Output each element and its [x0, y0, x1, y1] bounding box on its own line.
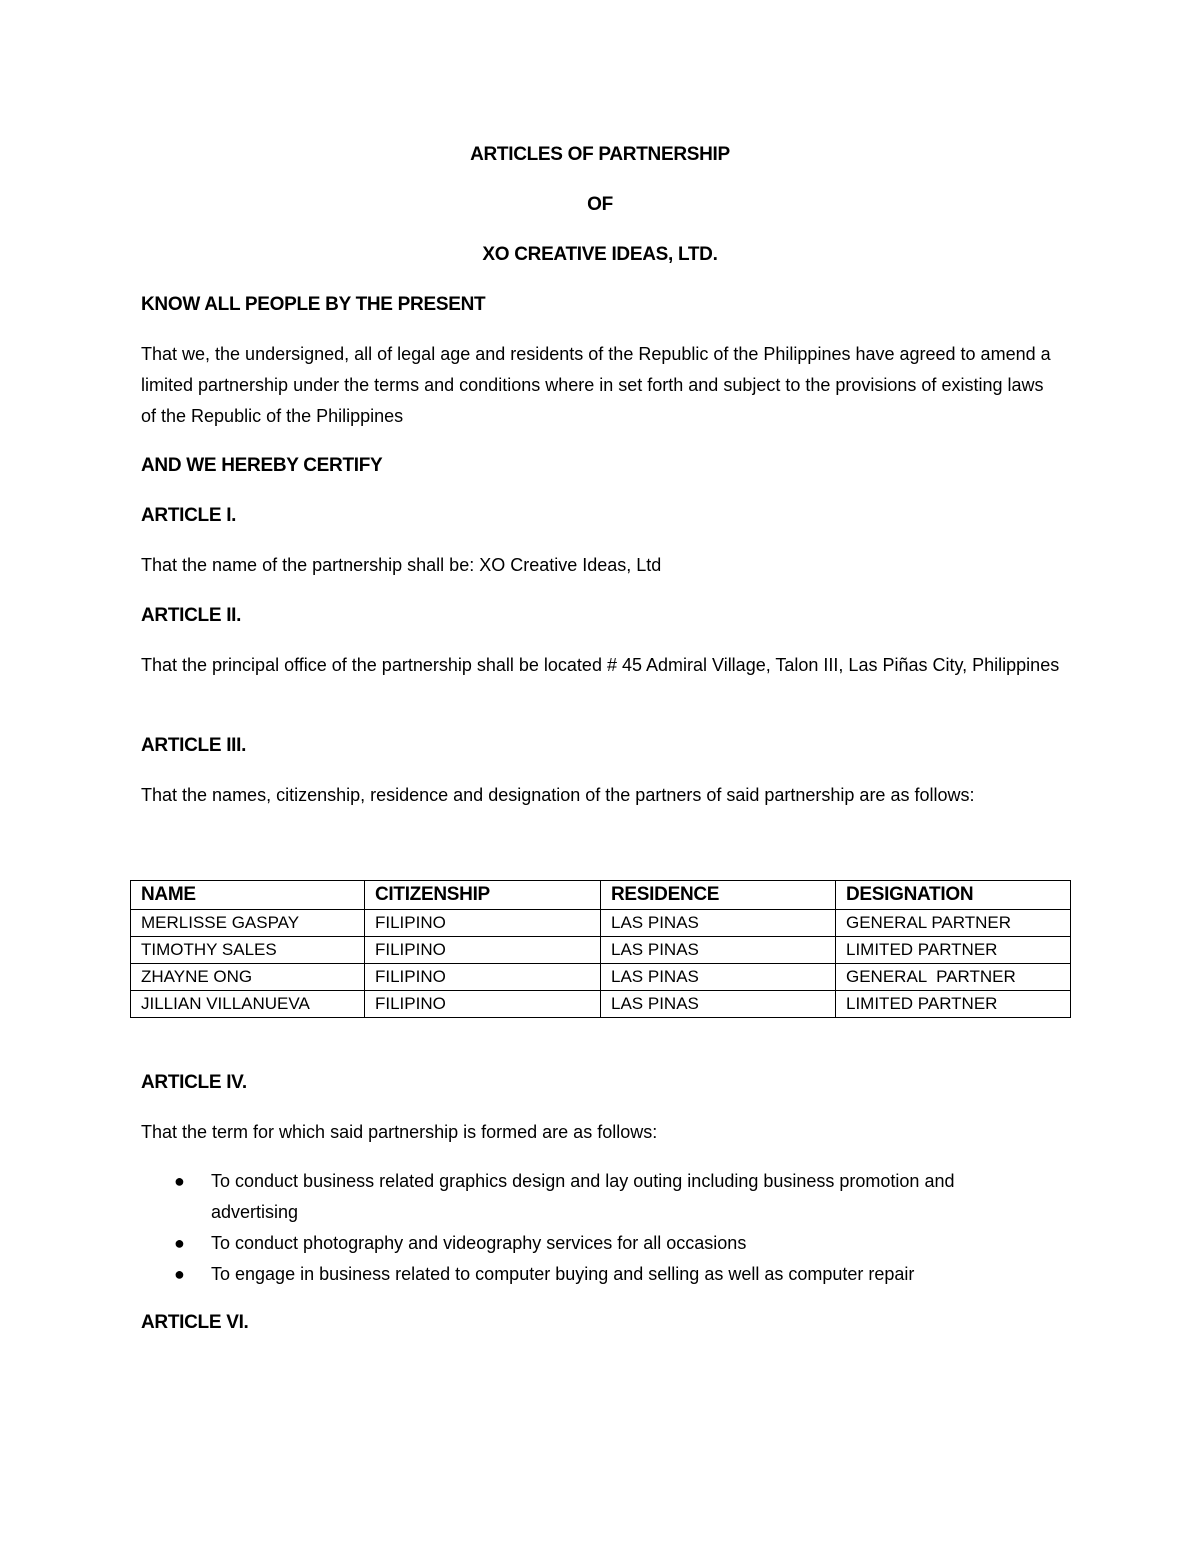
document-title-of: OF [587, 194, 613, 215]
list-item-text: To conduct business related graphics design and lay outing including business promotion and advertising [211, 1171, 955, 1222]
article-4-heading: ARTICLE IV. [141, 1072, 247, 1093]
column-header-designation: DESIGNATION [836, 881, 1071, 910]
partner-residence-cell: LAS PINAS [601, 937, 836, 964]
column-header-name: NAME [131, 881, 365, 910]
partner-designation-cell: GENERAL PARTNER [836, 910, 1071, 937]
bullet-icon: ● [174, 1171, 185, 1191]
partners-table [130, 880, 1071, 1018]
table-row [131, 910, 1071, 937]
certify-heading: AND WE HEREBY CERTIFY [141, 455, 383, 476]
intro-paragraph: That we, the undersigned, all of legal age and residents of the Republic of the Philippines have agreed to amend a limited partnership under the terms and conditions where in set forth and subject to the provisions of existing laws of the Republic of the Philippines [141, 344, 1051, 426]
list-item [141, 1259, 1041, 1290]
article-3-heading: ARTICLE III. [141, 735, 247, 756]
terms-list [141, 1166, 1041, 1290]
article-2-heading: ARTICLE II. [141, 605, 242, 626]
partner-residence-cell: LAS PINAS [601, 964, 836, 991]
column-header-residence: RESIDENCE [601, 881, 836, 910]
article-1-text: That the name of the partnership shall be: XO Creative Ideas, Ltd [141, 555, 662, 575]
table-row [131, 937, 1071, 964]
partner-designation-cell: GENERAL PARTNER [836, 964, 1071, 991]
table-header-row [131, 881, 1071, 910]
partner-designation-cell: LIMITED PARTNER [836, 937, 1071, 964]
partner-name-cell: TIMOTHY SALES [131, 937, 365, 964]
article-3-text: That the names, citizenship, residence and designation of the partners of said partnership are as follows: [141, 785, 975, 805]
partner-name-cell: JILLIAN VILLANUEVA [131, 991, 365, 1018]
partner-citizenship-cell: FILIPINO [365, 991, 601, 1018]
list-item [141, 1166, 1041, 1228]
article-6-heading: ARTICLE VI. [141, 1312, 249, 1333]
document-title: ARTICLES OF PARTNERSHIP [470, 144, 730, 165]
partner-residence-cell: LAS PINAS [601, 910, 836, 937]
partner-citizenship-cell: FILIPINO [365, 964, 601, 991]
partner-citizenship-cell: FILIPINO [365, 910, 601, 937]
list-item [141, 1228, 1041, 1259]
article-4-text: That the term for which said partnership is formed are as follows: [141, 1122, 658, 1142]
partner-name-cell: ZHAYNE ONG [131, 964, 365, 991]
list-item-text: To conduct photography and videography services for all occasions [211, 1233, 747, 1253]
article-1-heading: ARTICLE I. [141, 505, 237, 526]
partner-designation-cell: LIMITED PARTNER [836, 991, 1071, 1018]
column-header-citizenship: CITIZENSHIP [365, 881, 601, 910]
bullet-icon: ● [174, 1264, 185, 1284]
list-item-text: To engage in business related to computer buying and selling as well as computer repair [211, 1264, 915, 1284]
bullet-icon: ● [174, 1233, 185, 1253]
article-2-text: That the principal office of the partnership shall be located # 45 Admiral Village, Talon III, Las Piñas City, Philippines [141, 655, 1060, 675]
document-company-name: XO CREATIVE IDEAS, LTD. [482, 244, 718, 265]
table-row [131, 991, 1071, 1018]
partner-citizenship-cell: FILIPINO [365, 937, 601, 964]
partner-name-cell: MERLISSE GASPAY [131, 910, 365, 937]
know-all-heading: KNOW ALL PEOPLE BY THE PRESENT [141, 294, 486, 315]
partner-residence-cell: LAS PINAS [601, 991, 836, 1018]
table-row [131, 964, 1071, 991]
